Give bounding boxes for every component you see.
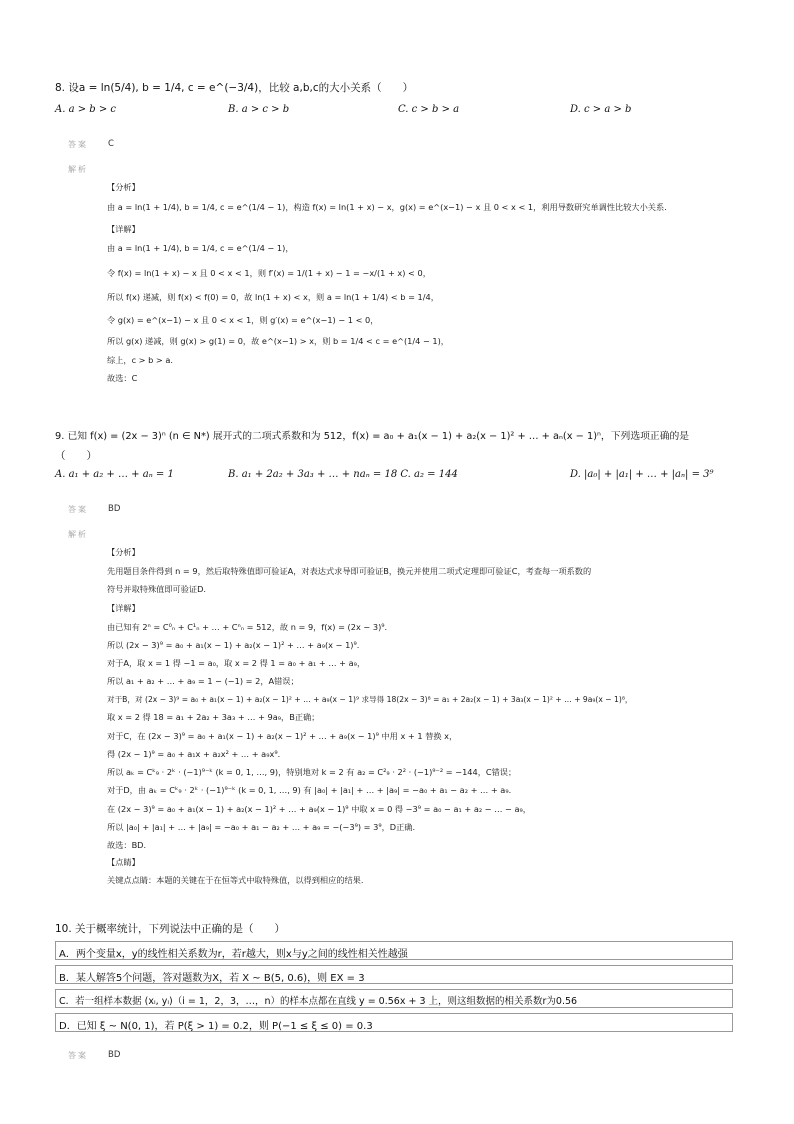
q9-solution-line: 取 x = 2 得 18 = a₁ + 2a₂ + 3a₃ + … + 9a₉，B正确；: [107, 712, 320, 722]
q9-solution-line: 关键点点睛：本题的关键在于在恒等式中取特殊值，以得到相应的结果.: [107, 875, 364, 885]
q9-solution-line: 由已知有 2ⁿ = C⁰ₙ + C¹ₙ + … + Cⁿₙ = 512，故 n = 9，f(x) = (2x − 3)⁹.: [107, 622, 388, 632]
q9-solution-line: 所以 aₖ = Cᵏ₉ · 2ᵏ · (−1)⁹⁻ᵏ (k = 0, 1, …, 9)，特别地对 k = 2 有 a₂ = C²₉ · 2² · (−1)⁹⁻² = −144，C错误；: [107, 767, 517, 777]
q9-solution-line: 对于A，取 x = 1 得 −1 = a₀，取 x = 2 得 1 = a₀ + a₁ + … + a₉，: [107, 658, 366, 668]
q10-answer-value: BD: [108, 1050, 121, 1060]
q8-solution-line: 令 f(x) = ln(1 + x) − x 且 0 < x < 1，则 f′(x) = 1/(1 + x) − 1 = −x/(1 + x) < 0，: [107, 268, 431, 278]
q10-option-b: B．某人解答5个问题，答对题数为X，若 X ~ B(5, 0.6)，则 EX = 3: [55, 965, 733, 984]
q8-solution-line: 【分析】: [107, 182, 140, 192]
q8-analysis-label: 解析: [68, 165, 88, 174]
q8-option-a: A. a > b > c: [55, 104, 117, 115]
q9-solution-line: 所以 |a₀| + |a₁| + … + |a₉| = −a₀ + a₁ − a₂ + … + a₉ = −(−3⁹) = 3⁹，D正确.: [107, 822, 416, 832]
q8-solution-line: 【详解】: [107, 224, 140, 234]
q9-option-d: D. |a₀| + |a₁| + … + |aₙ| = 3⁹: [570, 469, 714, 480]
q9-option-b-c: B. a₁ + 2a₂ + 3a₃ + … + naₙ = 18 C. a₂ = 144: [228, 469, 458, 480]
q8-solution-line: 所以 g(x) 递减，则 g(x) > g(1) = 0，故 e^(x−1) > x，则 b = 1/4 < c = e^(1/4 − 1)，: [107, 336, 449, 346]
q9-solution-line: 对于C，在 (2x − 3)⁹ = a₀ + a₁(x − 1) + a₂(x − 1)² + … + a₉(x − 1)⁹ 中用 x + 1 替换 x，: [107, 731, 458, 741]
q9-solution-line: 【详解】: [107, 603, 140, 613]
q8-solution-line: 所以 f(x) 递减，则 f(x) < f(0) = 0，故 ln(1 + x) < x，则 a = ln(1 + 1/4) < b = 1/4，: [107, 292, 439, 302]
q8-stem: 8. 设a = ln(5/4), b = 1/4, c = e^(−3/4)，比较 a,b,c的大小关系（ ）: [55, 82, 414, 94]
q9-stem-line2: （ ）: [55, 450, 97, 462]
q9-solution-line: 故选：BD.: [107, 840, 147, 850]
q9-answer-value: BD: [108, 504, 121, 514]
q9-solution-line: 【分析】: [107, 547, 140, 557]
q8-solution-line: 由 a = ln(1 + 1/4), b = 1/4, c = e^(1/4 − 1)，: [107, 243, 294, 253]
q9-solution-line: 对于D，由 aₖ = Cᵏ₉ · 2ᵏ · (−1)⁹⁻ᵏ (k = 0, 1, …, 9) 有 |a₀| + |a₁| + … + |a₉| = −a₀ + a₁ − a₂ + … + a₉.: [107, 785, 512, 795]
q8-answer-label: 答案: [68, 140, 88, 149]
q8-solution-line: 由 a = ln(1 + 1/4), b = 1/4, c = e^(1/4 − 1)，构造 f(x) = ln(1 + x) − x，g(x) = e^(x−1) − x 且 0 < x < 1，利用导数研究单调性比较大小关系.: [107, 202, 667, 212]
q8-answer-value: C: [108, 139, 114, 149]
q10-stem: 10. 关于概率统计，下列说法中正确的是（ ）: [55, 923, 286, 935]
q9-solution-line: 所以 a₁ + a₂ + … + a₉ = 1 − (−1) = 2，A错误；: [107, 676, 299, 686]
q8-option-b: B. a > c > b: [228, 104, 290, 115]
q8-option-d: D. c > a > b: [570, 104, 632, 115]
q9-solution-line: 对于B，对 (2x − 3)⁹ = a₀ + a₁(x − 1) + a₂(x − 1)² + … + a₉(x − 1)⁹ 求导得 18(2x − 3)⁸ = a₁ + 2a₂(x − 1) + 3a₃(x − 1)² + … + 9a₉(x − 1)⁸，: [107, 695, 633, 704]
q9-solution-line: 在 (2x − 3)⁹ = a₀ + a₁(x − 1) + a₂(x − 1)² + … + a₉(x − 1)⁹ 中取 x = 0 得 −3⁹ = a₀ − a₁ + a₂ − … − a₉，: [107, 804, 531, 814]
q9-solution-line: 得 (2x − 1)⁹ = a₀ + a₁x + a₂x² + … + a₉x⁹.: [107, 749, 281, 759]
q8-solution-line: 故选：C: [107, 373, 138, 383]
q10-option-c: C．若一组样本数据 (xᵢ, yᵢ)（i = 1，2，3，…，n）的样本点都在直线 y = 0.56x + 3 上，则这组数据的相关系数r为0.56: [55, 989, 733, 1008]
q10-option-d: D．已知 ξ ~ N(0, 1)，若 P(ξ > 1) = 0.2，则 P(−1 ≤ ξ ≤ 0) = 0.3: [55, 1013, 733, 1032]
q8-solution-line: 综上，c > b > a.: [107, 355, 174, 365]
q9-solution-line: 【点睛】: [107, 857, 140, 867]
q9-answer-label: 答案: [68, 505, 88, 514]
q8-option-c: C. c > b > a: [398, 104, 460, 115]
q9-solution-line: 所以 (2x − 3)⁹ = a₀ + a₁(x − 1) + a₂(x − 1)² + … + a₉(x − 1)⁹.: [107, 640, 360, 650]
q9-solution-line: 先用题目条件得到 n = 9，然后取特殊值即可验证A，对表达式求导即可验证B，换元并使用二项式定理即可验证C，考查每一项系数的: [107, 566, 592, 576]
q9-analysis-label: 解析: [68, 530, 88, 539]
q8-solution-line: 令 g(x) = e^(x−1) − x 且 0 < x < 1，则 g′(x) = e^(x−1) − 1 < 0，: [107, 315, 379, 325]
q9-option-a: A. a₁ + a₂ + … + aₙ = 1: [55, 469, 174, 480]
q9-stem-line1: 9. 已知 f(x) = (2x − 3)ⁿ (n ∈ N*) 展开式的二项式系数和为 512，f(x) = a₀ + a₁(x − 1) + a₂(x − 1)² + … + aₙ(x − 1)ⁿ，下列选项正确的是: [55, 431, 690, 442]
q9-solution-line: 符号并取特殊值即可验证D.: [107, 584, 206, 594]
q10-answer-label: 答案: [68, 1051, 88, 1060]
q10-option-a: A．两个变量x，y的线性相关系数为r，若r越大，则x与y之间的线性相关性越强: [55, 941, 733, 960]
